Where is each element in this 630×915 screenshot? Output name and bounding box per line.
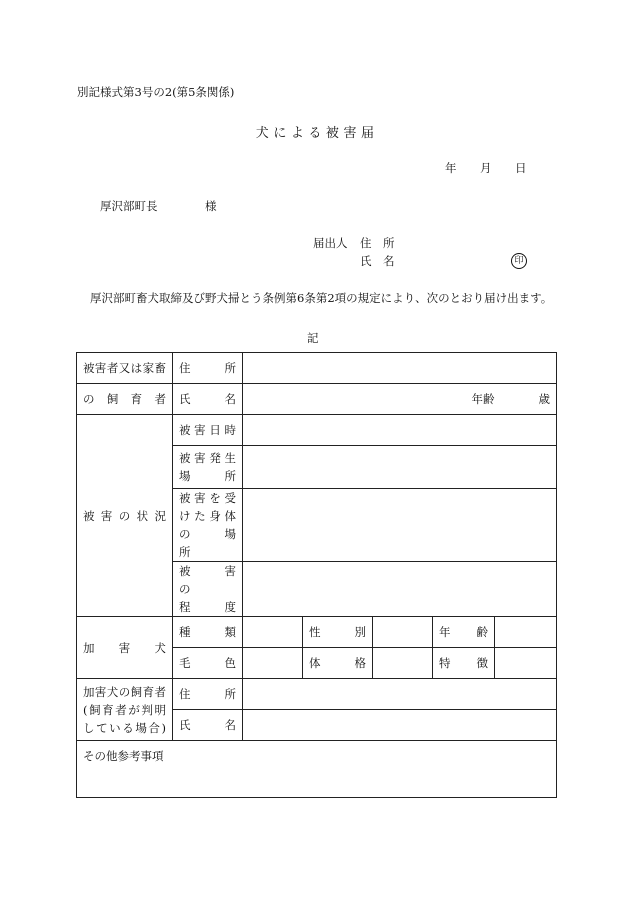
- damage-degree-line1: 被 害 の: [179, 564, 248, 596]
- damage-place-line1: 被害発生: [179, 451, 236, 465]
- damage-place-line2: 場 所: [179, 469, 236, 483]
- applicant-address-label: 住 所: [360, 236, 395, 250]
- victim-category-line1: 被害者又は家畜: [77, 353, 173, 384]
- owner-name-field[interactable]: [243, 710, 557, 741]
- dog-color-label: 毛 色: [173, 648, 243, 679]
- victim-category-line2: の 飼 育 者: [77, 384, 173, 415]
- owner-category: [77, 679, 173, 741]
- damage-degree-line2: 程 度: [179, 600, 236, 614]
- dog-category: 加 害 犬: [77, 617, 173, 679]
- damage-datetime-field[interactable]: [243, 415, 557, 446]
- seal-mark: 印: [511, 253, 527, 269]
- damage-datetime-label: 被害日時: [173, 415, 243, 446]
- victim-name-label: 氏 名: [173, 384, 243, 415]
- damage-degree-field[interactable]: [243, 562, 557, 617]
- other-notes-field[interactable]: [77, 741, 557, 798]
- ki-heading: 記: [307, 331, 319, 345]
- dog-features-field[interactable]: [495, 648, 557, 679]
- owner-category-line2: (飼育者が判明: [83, 702, 166, 717]
- date-day: 日: [515, 161, 527, 175]
- victim-age-label: 年齢: [471, 392, 495, 406]
- document-title: 犬 に よ る 被 害 届: [255, 126, 375, 141]
- damage-place-field[interactable]: [243, 446, 557, 489]
- damage-body-field[interactable]: [243, 489, 557, 562]
- dog-sex-label: 性 別: [303, 617, 373, 648]
- victim-address-field[interactable]: [243, 353, 557, 384]
- damage-body-line3: の 場 所: [179, 527, 248, 559]
- victim-name-row: [77, 384, 557, 415]
- damage-place-label: [173, 446, 243, 489]
- dog-breed-label: 種 類: [173, 617, 243, 648]
- applicant-name-label: 氏 名: [360, 254, 395, 268]
- dog-age-field[interactable]: [495, 617, 557, 648]
- damage-degree-label: [173, 562, 248, 617]
- other-notes-row: [77, 741, 557, 798]
- date-month: 月: [480, 161, 492, 175]
- addressee-name: 厚沢部町長: [100, 199, 158, 213]
- victim-name-field[interactable]: [243, 384, 557, 415]
- addressee-honorific: 様: [205, 199, 217, 213]
- dog-color-field[interactable]: [243, 648, 303, 679]
- date-year: 年: [445, 161, 457, 175]
- owner-name-label: 氏 名: [173, 710, 243, 741]
- applicant-label: 届出人: [313, 236, 348, 250]
- damage-body-line1: 被害を受: [179, 491, 236, 505]
- owner-address-label: 住 所: [173, 679, 243, 710]
- owner-address-row: [77, 679, 557, 710]
- damage-body-line2: けた身体: [179, 509, 236, 523]
- owner-address-field[interactable]: [243, 679, 557, 710]
- intro-statement: 厚沢部町畜犬取締及び野犬掃とう条例第6条第2項の規定により、次のとおり届け出ます。: [90, 291, 553, 305]
- damage-report-table: [76, 352, 557, 798]
- victim-address-label: 住 所: [173, 353, 243, 384]
- form-label: 別記様式第3号の2(第5条関係): [77, 85, 235, 99]
- victim-age-unit: 歳: [538, 392, 550, 406]
- damage-body-label: [173, 489, 248, 562]
- dog-row-1: [77, 617, 557, 648]
- other-notes-label: その他参考事項: [83, 749, 164, 763]
- dog-sex-field[interactable]: [373, 617, 433, 648]
- damage-datetime-row: [77, 415, 557, 446]
- dog-build-label: 体 格: [303, 648, 373, 679]
- dog-build-field[interactable]: [373, 648, 433, 679]
- victim-address-row: [77, 353, 557, 384]
- dog-breed-field[interactable]: [243, 617, 303, 648]
- dog-age-label: 年 齢: [433, 617, 495, 648]
- damage-category: 被害の状況: [77, 415, 173, 617]
- dog-features-label: 特 徴: [433, 648, 495, 679]
- owner-category-line3: している場合): [83, 720, 166, 735]
- owner-category-line1: 加害犬の飼育者: [83, 684, 166, 699]
